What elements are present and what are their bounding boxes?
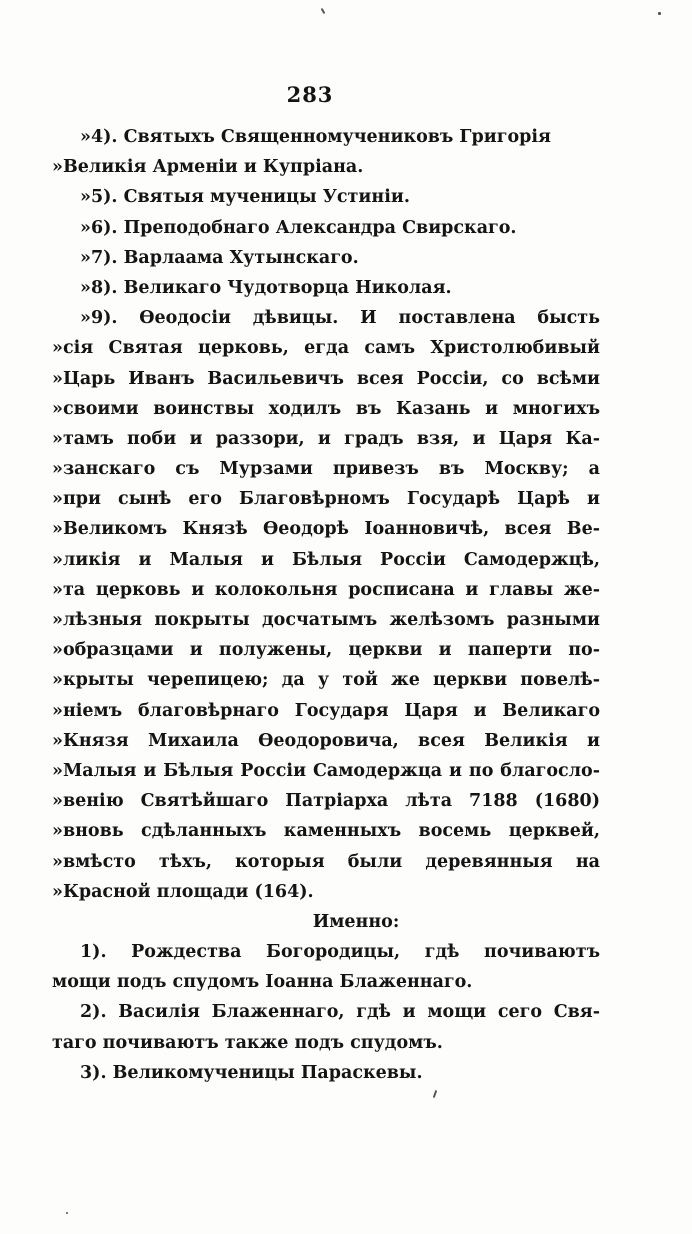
text-line: »8). Великаго Чудотворца Николая. [80,277,452,298]
list-item: 1). Рождества Богородицы, гдѣ почиваютъ [80,942,600,963]
text-line: »занскаго съ Мурзами привезъ въ Москву; а [52,459,600,480]
text-line: »Царь Иванъ Васильевичъ всея Россіи, со всѣми [52,368,600,389]
text-line: »ніемъ благовѣрнаго Государя Царя и Великаго [52,700,600,721]
section-heading: Именно: [312,911,400,932]
text-line: »6). Преподобнаго Александра Свирскаго. [80,217,517,238]
text-line: »вмѣсто тѣхъ, которыя были деревянныя на [52,851,600,872]
list-item: 2). Василія Блаженнаго, гдѣ и мощи сего Свя- [80,1002,600,1023]
text-line: »тамъ поби и раззори, и градъ взя, и Царя Ка- [52,428,600,449]
text-line: »Великія Арменіи и Купріана. [52,157,364,178]
list-item: 3). Великомученицы Параскевы. [80,1062,423,1083]
scan-speck [433,1090,438,1098]
text-line: »при сынѣ его Благовѣрномъ Государѣ Царѣ и [52,489,600,510]
text-line: »ликія и Малыя и Бѣлыя Россіи Самодержцѣ, [52,549,600,570]
text-line: »крыты черепицею; да у той же церкви повелѣ- [52,670,600,691]
text-line: »та церковь и колокольня росписана и главы же- [52,579,600,600]
text-line: »венію Святѣйшаго Патріарха лѣта 7188 (1680) [52,791,600,812]
text-line: »сія Святая церковь, егда самъ Христолюбивый [52,338,600,359]
text-line: »вновь сдѣланныхъ каменныхъ восемь церквей, [52,821,600,842]
text-line: »образцами и полужены, церкви и паперти по- [52,640,600,661]
text-line: »Малыя и Бѣлыя Россіи Самодержца и по благосло- [52,760,600,781]
text-line: »9). Ѳеодосіи дѣвицы. И поставлена бысть [80,308,600,329]
text-line: »лѣзныя покрыты досчатымъ желѣзомъ разными [52,610,600,630]
text-line: »Красной площади (164). [52,881,314,902]
text-line: »4). Святыхъ Священномучениковъ Григорія [80,127,551,147]
text-line: »Князя Михаила Ѳеодоровича, всея Великія и [52,730,600,751]
page-number: 283 [286,82,334,107]
list-item-continuation: мощи подъ спудомъ Іоанна Блаженнаго. [52,972,473,993]
body-text [52,122,600,1088]
scan-speck [658,12,661,15]
text-line: »Великомъ Князѣ Ѳеодорѣ Іоанновичѣ, всея Ве- [52,519,600,540]
text-line: »7). Варлаама Хутынскаго. [80,247,359,268]
text-line: »своими воинствы ходилъ въ Казань и многихъ [52,398,600,419]
text-line: »5). Святыя мученицы Устиніи. [80,187,410,208]
scan-speck [66,1212,68,1214]
list-item-continuation: таго почиваютъ также подъ спудомъ. [52,1032,443,1053]
scan-speck [321,8,326,14]
